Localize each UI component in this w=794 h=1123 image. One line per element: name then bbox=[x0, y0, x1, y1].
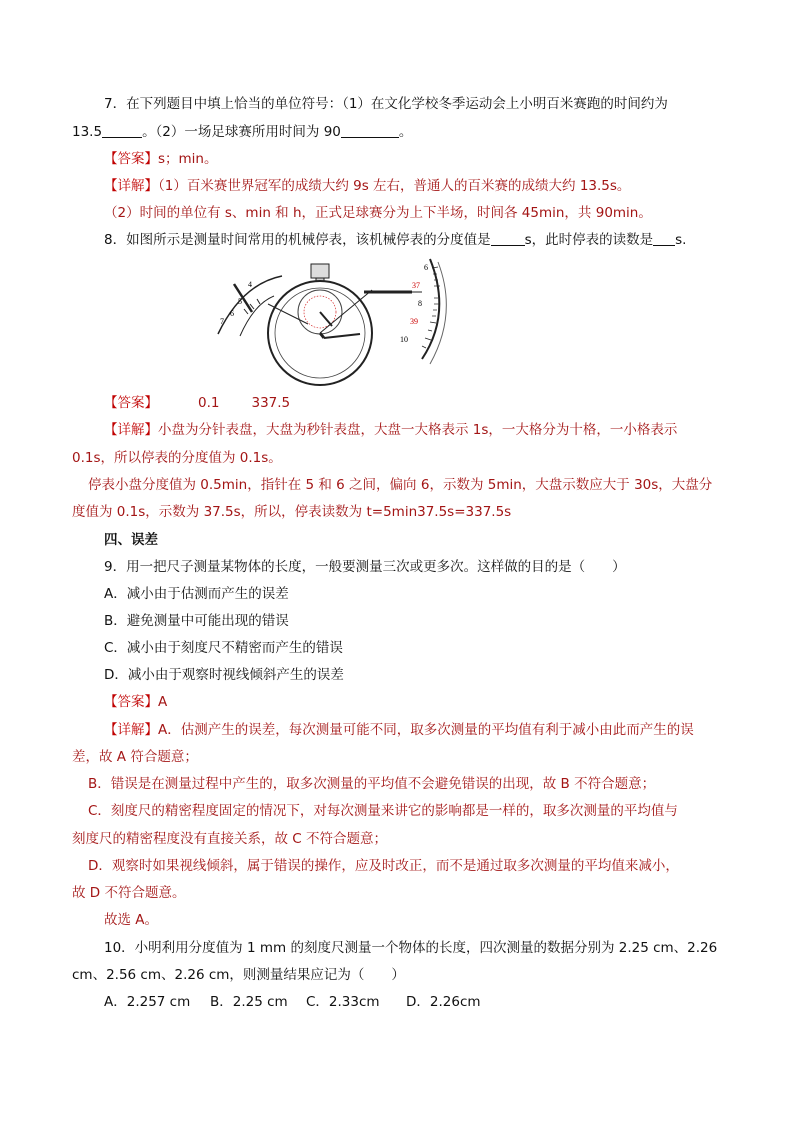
q10-stem-line2: cm、2.56 cm、2.26 cm，则测量结果应记为（ ） bbox=[72, 967, 405, 983]
q9-detail-text1: A．估测产生的误差，每次测量可能不同，取多次测量的平均值有利于减小由此而产生的误 bbox=[158, 722, 694, 738]
detail-tag: 【详解】 bbox=[104, 178, 158, 194]
q9-option-b: B．避免测量中可能出现的错误 bbox=[104, 613, 289, 629]
q8-text-b: s，此时停表的读数是 bbox=[524, 232, 654, 248]
q8-detail-line2: 0.1s，所以停表的分度值为 0.1s。 bbox=[72, 450, 282, 466]
q10-options bbox=[104, 992, 481, 1012]
left-scale-6: 6 bbox=[230, 309, 234, 318]
left-scale-7: 7 bbox=[220, 317, 224, 326]
right-scale-37: 37 bbox=[412, 281, 420, 290]
q8-detail-line1 bbox=[104, 420, 677, 440]
q9-option-c: C．减小由于刻度尺不精密而产生的错误 bbox=[104, 640, 343, 656]
q7-text-c: 。 bbox=[398, 124, 413, 140]
q9-detail-line2: 差，故 A 符合题意； bbox=[72, 749, 198, 765]
q10-stem-line1: 10．小明利用分度值为 1 mm 的刻度尺测量一个物体的长度，四次测量的数据分别为 2.25 cm、2.26 bbox=[104, 940, 718, 956]
q8-detail-line3: 停表小盘分度值为 0.5min，指针在 5 和 6 之间，偏向 6，示数为 5min，大盘示数应大于 30s，大盘分 bbox=[88, 477, 713, 493]
q8-answer-2: 337.5 bbox=[251, 395, 291, 411]
q7-detail-line1 bbox=[104, 176, 630, 196]
q9-detail-line8: 故选 A。 bbox=[104, 912, 159, 928]
detail-tag: 【详解】 bbox=[104, 722, 158, 738]
q10-option-d: D．2.26cm bbox=[406, 994, 481, 1010]
q9-detail-line5: 刻度尺的精密程度没有直接关系，故 C 不符合题意； bbox=[72, 831, 388, 847]
q9-detail-line6: D．观察时如果视线倾斜，属于错误的操作，应及时改正，而不是通过取多次测量的平均值来减小， bbox=[88, 858, 679, 874]
q9-option-d: D．减小由于观察时视线倾斜产生的误差 bbox=[104, 667, 344, 683]
q7-blank-2 bbox=[341, 123, 399, 138]
detail-tag: 【详解】 bbox=[104, 422, 158, 438]
q8-text-a: 8．如图所示是测量时间常用的机械停表，该机械停表的分度值是 bbox=[104, 232, 491, 248]
stopwatch-body bbox=[268, 264, 372, 385]
q10-option-a: A．2.257 cm bbox=[104, 994, 191, 1010]
right-scale-10: 10 bbox=[400, 335, 408, 344]
q9-stem: 9．用一把尺子测量某物体的长度，一般要测量三次或更多次。这样做的目的是（ ） bbox=[104, 559, 626, 575]
q8-stem bbox=[104, 230, 686, 250]
q7-stem-line1: 7．在下列题目中填上恰当的单位符号：（1）在文化学校冬季运动会上小明百米赛跑的时间约为 bbox=[104, 96, 668, 112]
q9-answer-text: A bbox=[158, 694, 168, 710]
q8-answer bbox=[104, 393, 290, 413]
q9-detail-line1 bbox=[104, 720, 694, 740]
right-scale-6: 6 bbox=[424, 263, 428, 272]
q9-option-a: A．减小由于估测而产生的误差 bbox=[104, 586, 289, 602]
right-dial-zoom bbox=[364, 259, 446, 364]
answer-tag: 【答案】 bbox=[104, 395, 158, 411]
q8-blank-2 bbox=[653, 231, 675, 246]
left-scale-4: 4 bbox=[248, 280, 252, 289]
answer-tag: 【答案】 bbox=[104, 151, 158, 167]
right-scale-8: 8 bbox=[418, 299, 422, 308]
q8-answer-1: 0.1 bbox=[198, 395, 220, 411]
q8-detail-line4: 度值为 0.1s，示数为 37.5s，所以，停表读数为 t=5min37.5s=337.5s bbox=[72, 504, 512, 520]
q7-text-b: 。（2）一场足球赛所用时间为 90 bbox=[142, 124, 341, 140]
left-scale-5: 5 bbox=[238, 297, 242, 306]
q9-detail-line7: 故 D 不符合题意。 bbox=[72, 885, 186, 901]
q7-text-a: 13.5 bbox=[72, 124, 103, 140]
q8-detail-text1: 小盘为分针表盘，大盘为秒针表盘，大盘一大格表示 1s，一大格分为十格，一小格表示 bbox=[158, 422, 678, 438]
q9-answer bbox=[104, 692, 167, 712]
q9-detail-line4: C．刻度尺的精密程度固定的情况下，对每次测量来讲它的影响都是一样的，取多次测量的平均值与 bbox=[88, 803, 678, 819]
q7-answer-text: s；min。 bbox=[158, 151, 218, 167]
q7-blank-1 bbox=[102, 123, 142, 138]
stopwatch-figure bbox=[212, 254, 452, 389]
q10-option-c: C．2.33cm bbox=[306, 994, 380, 1010]
answer-tag: 【答案】 bbox=[104, 694, 158, 710]
section-heading: 四、误差 bbox=[104, 532, 158, 548]
q8-blank-1 bbox=[491, 231, 525, 246]
q9-detail-line3: B．错误是在测量过程中产生的，取多次测量的平均值不会避免错误的出现，故 B 不符合题意； bbox=[88, 776, 656, 792]
q7-detail-text1: （1）百米赛世界冠军的成绩大约 9s 左右，普通人的百米赛的成绩大约 13.5s。 bbox=[158, 178, 631, 194]
q7-detail-line2: （2）时间的单位有 s、min 和 h，正式足球赛分为上下半场，时间各 45min，共 90min。 bbox=[104, 205, 652, 221]
q7-stem-line2 bbox=[72, 122, 412, 142]
q8-text-c: s. bbox=[675, 232, 687, 248]
right-scale-39: 39 bbox=[410, 317, 418, 326]
q10-option-b: B．2.25 cm bbox=[210, 994, 288, 1010]
q7-answer bbox=[104, 149, 218, 169]
